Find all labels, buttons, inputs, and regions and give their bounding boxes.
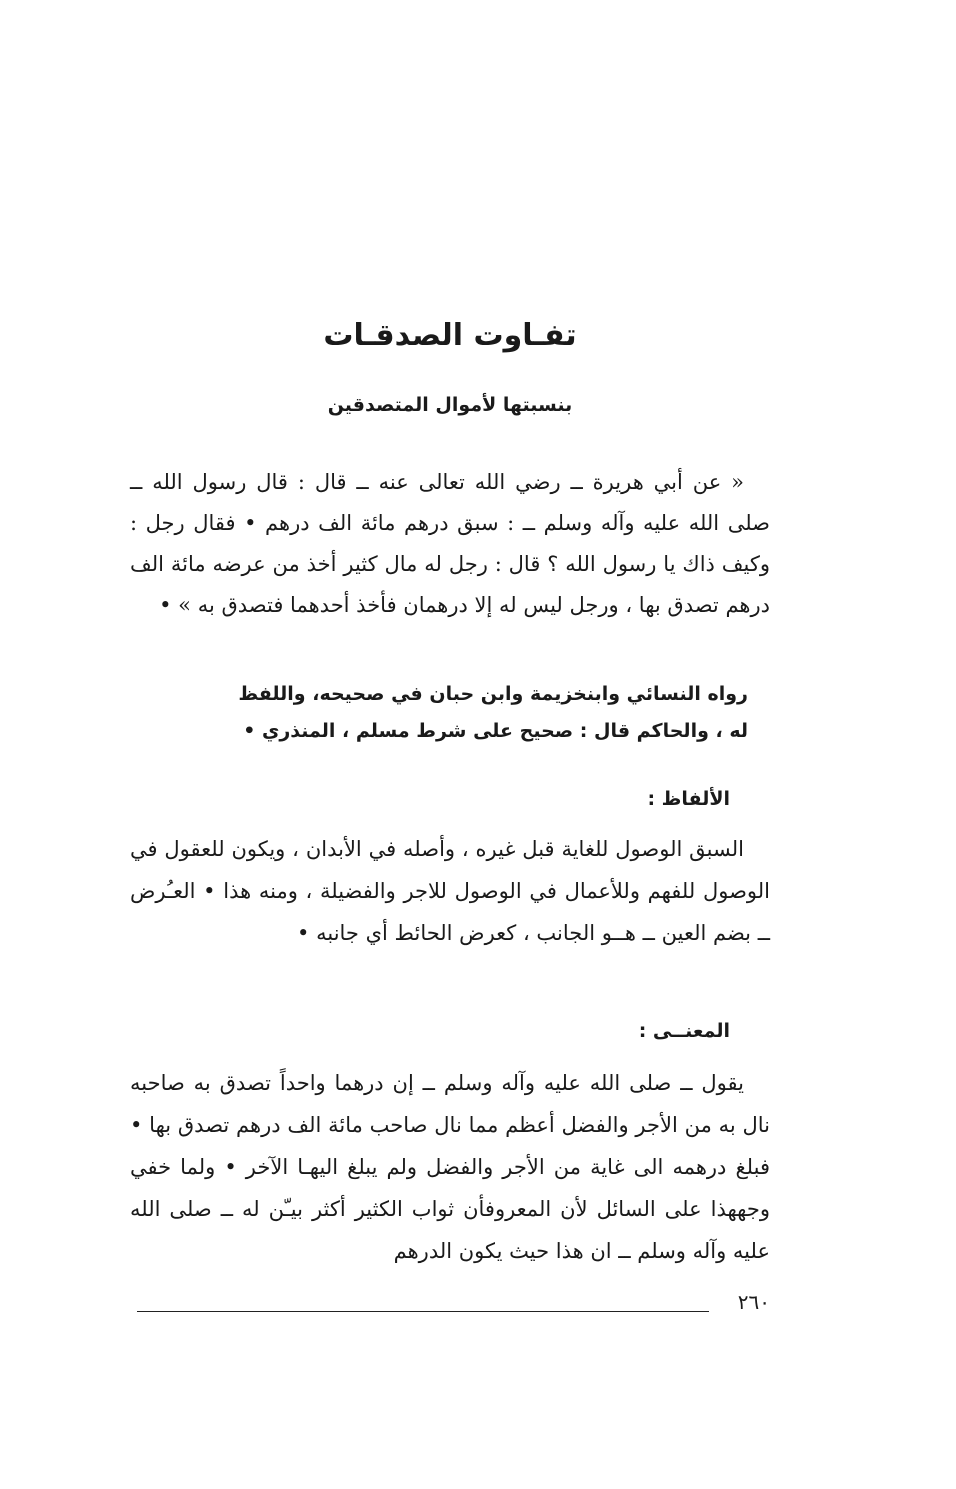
page-number: ٢٦٠ bbox=[737, 1290, 770, 1314]
narration-line-1: رواه النسائي وابنخزيمة وابن حبان في صحيحه، واللفظ bbox=[238, 683, 748, 705]
page-subtitle: بنسبتها لأموال المتصدقين bbox=[327, 394, 573, 416]
hadith-block bbox=[130, 462, 770, 626]
words-text: السبق الوصول للغاية قبل غيره ، وأصله في الأبدان ، ويكون للعقول في الوصول للفهم وللأعمال في الوصول للاجر والفضيلة ، ومنه هذا • العـُرض ــ بضم العين ــ هــو الجانب ، كعرض الحائط أي جانبه • bbox=[130, 837, 770, 945]
narration-note bbox=[130, 676, 770, 750]
footer-rule bbox=[137, 1311, 709, 1312]
hadith-text: « عن أبي هريرة ــ رضي الله تعالى عنه ــ قال : قال رسول الله ــ صلى الله عليه وآله وسلم ــ : سبق درهم مائة الف درهم • فقال رجل : وكيف ذاك يا رسول الله ؟ قال : رجل له مال كثير أخذ من عرضه مائة الف درهم تصدق بها ، ورجل ليس له إلا درهمان فأخذ أحدهما فتصدق به » • bbox=[130, 470, 770, 617]
words-heading: الألفاظ : bbox=[647, 788, 730, 810]
meaning-text: يقول ــ صلى الله عليه وآله وسلم ــ إن درهما واحداً تصدق به صاحبه نال به من الأجر والفضل أعظم مما نال صاحب مائة الف درهم تصدق بها • فبلغ درهمه الى غاية من الأجر والفضل ولم يبلغ اليهـا الآخر • ولما خفي وجههذا على السائل لأن المعروفأن ثواب الكثير أكثر بيـّن له ــ صلى الله عليه وآله وسلم ــ ان هذا حيث يكون الدرهم bbox=[130, 1071, 770, 1263]
meaning-section bbox=[130, 1062, 770, 1272]
page-title: تفـاوت الصدقـات bbox=[323, 318, 577, 353]
narration-line-2: له ، والحاكم قال : صحيح على شرط مسلم ، المنذري • bbox=[243, 720, 748, 742]
meaning-heading: المعنــى : bbox=[638, 1020, 730, 1042]
words-section bbox=[130, 828, 770, 954]
